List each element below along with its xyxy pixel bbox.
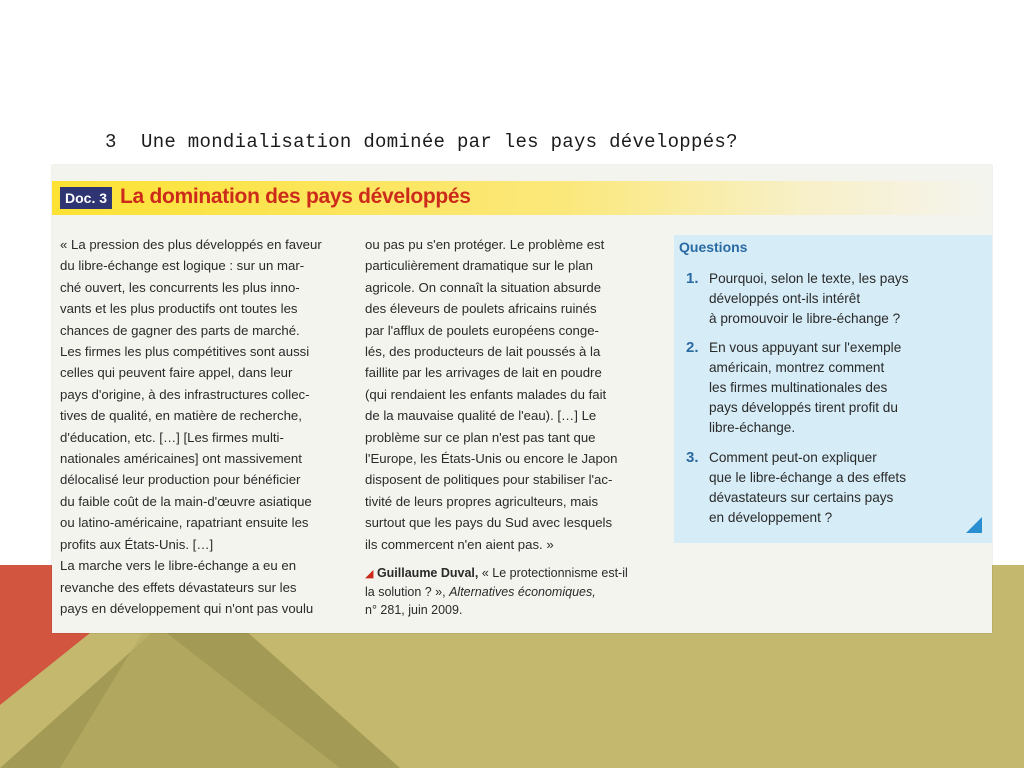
question-line: Comment peut-on expliquer: [709, 450, 877, 465]
column2-line: surtout que les pays du Sud avec lesquels: [365, 515, 613, 531]
column2-line: tivité de leurs propres agriculteurs, mais: [365, 493, 599, 509]
column2-line: disposent de politiques pour stabiliser l'ac-: [365, 472, 613, 488]
source-line2: la solution ? »,: [365, 585, 450, 599]
question-item: [686, 338, 976, 438]
slide-title-text: Une mondialisation dominée par les pays développés?: [141, 131, 738, 153]
column2-line: agricole. On connaît la situation absurde: [365, 279, 602, 295]
column2-line: ils commercent n'en aient pas. »: [365, 536, 554, 552]
column2-line: problème sur ce plan n'est pas tant que: [365, 429, 596, 445]
source-publication: Alternatives économiques,: [449, 585, 596, 599]
question-line: En vous appuyant sur l'exemple: [709, 340, 902, 355]
column2-line: de la mauvaise qualité de l'eau). […] Le: [365, 408, 597, 424]
question-line: en développement ?: [709, 510, 833, 525]
column1-line: vants et les plus productifs ont toutes les: [60, 301, 298, 317]
question-item: [686, 448, 976, 528]
column2-line: par l'afflux de poulets européens conge-: [365, 322, 599, 338]
column1-line: La marche vers le libre-échange a eu en: [60, 558, 297, 574]
question-line: développés ont-ils intérêt: [709, 291, 861, 306]
column1-line: du libre-échange est logique : sur un mar-: [60, 258, 305, 274]
question-number: 2.: [686, 339, 699, 356]
text-column-1: [60, 234, 342, 619]
question-line: pays développés tirent profit du: [709, 400, 898, 415]
source-line3: n° 281, juin 2009.: [365, 603, 463, 617]
column1-line: « La pression des plus développés en faveur: [60, 237, 322, 252]
question-line: à promouvoir le libre-échange ?: [709, 311, 901, 326]
column1-line: nationales américaines] ont massivement: [60, 451, 302, 467]
column2-line: des éleveurs de poulets africains ruinés: [365, 301, 597, 317]
question-line: dévastateurs sur certains pays: [709, 490, 894, 505]
column1-line: profits aux États-Unis. […]: [60, 536, 214, 552]
triangle-marker-icon: ◢: [365, 568, 374, 580]
column1-line: celles qui peuvent faire appel, dans leur: [60, 365, 293, 381]
question-number: 1.: [686, 270, 699, 287]
column1-line: délocalisé leur production pour bénéficier: [60, 472, 301, 488]
column2-line: l'Europe, les États-Unis ou encore le Japon: [365, 451, 618, 467]
questions-title: Questions: [679, 239, 748, 255]
column1-line: Les firmes les plus compétitives sont aussi: [60, 344, 310, 360]
column1-line: chances de gagner des parts de marché.: [60, 322, 300, 338]
corner-triangle-icon: [966, 517, 982, 533]
slide-title: [105, 131, 738, 153]
question-line: Pourquoi, selon le texte, les pays: [709, 271, 909, 286]
column1-line: tives de qualité, en matière de recherche,: [60, 408, 302, 424]
document-tag: Doc. 3: [60, 187, 112, 209]
column1-line: ché ouvert, les concurrents les plus inno-: [60, 279, 300, 295]
document-title: La domination des pays développés: [120, 185, 471, 208]
column2-line: ou pas pu s'en protéger. Le problème est: [365, 237, 605, 252]
questions-box: [674, 235, 992, 543]
source-citation: [365, 564, 655, 619]
column1-line: du faible coût de la main-d'œuvre asiatique: [60, 493, 312, 509]
question-line: libre-échange.: [709, 420, 796, 435]
question-item: [686, 269, 976, 329]
source-author: Guillaume Duval,: [376, 566, 479, 580]
column1-line: revanche des effets dévastateurs sur les: [60, 579, 297, 595]
question-line: les firmes multinationales des: [709, 380, 888, 395]
slide-number: 3: [105, 131, 117, 153]
column2-line: lés, des producteurs de lait poussés à la: [365, 344, 601, 360]
textbook-document-scan: [52, 165, 992, 633]
column1-line: pays en développement qui n'ont pas voulu: [60, 600, 314, 616]
question-line: américain, montrez comment: [709, 360, 885, 375]
column2-line: faillite par les arrivages de lait en poudre: [365, 365, 602, 381]
column2-line: (qui rendaient les enfants malades du fait: [365, 386, 607, 402]
text-column-2: [365, 234, 655, 555]
column1-line: ou latino-américaine, rapatriant ensuite les: [60, 515, 309, 531]
question-number: 3.: [686, 449, 699, 466]
column1-line: pays d'origine, à des infrastructures collec-: [60, 386, 310, 402]
column2-line: particulièrement dramatique sur le plan: [365, 258, 593, 274]
question-line: que le libre-échange a des effets: [709, 470, 906, 485]
column1-line: d'éducation, etc. […] [Les firmes multi-: [60, 429, 284, 445]
source-line1: « Le protectionnisme est-il: [478, 566, 628, 580]
